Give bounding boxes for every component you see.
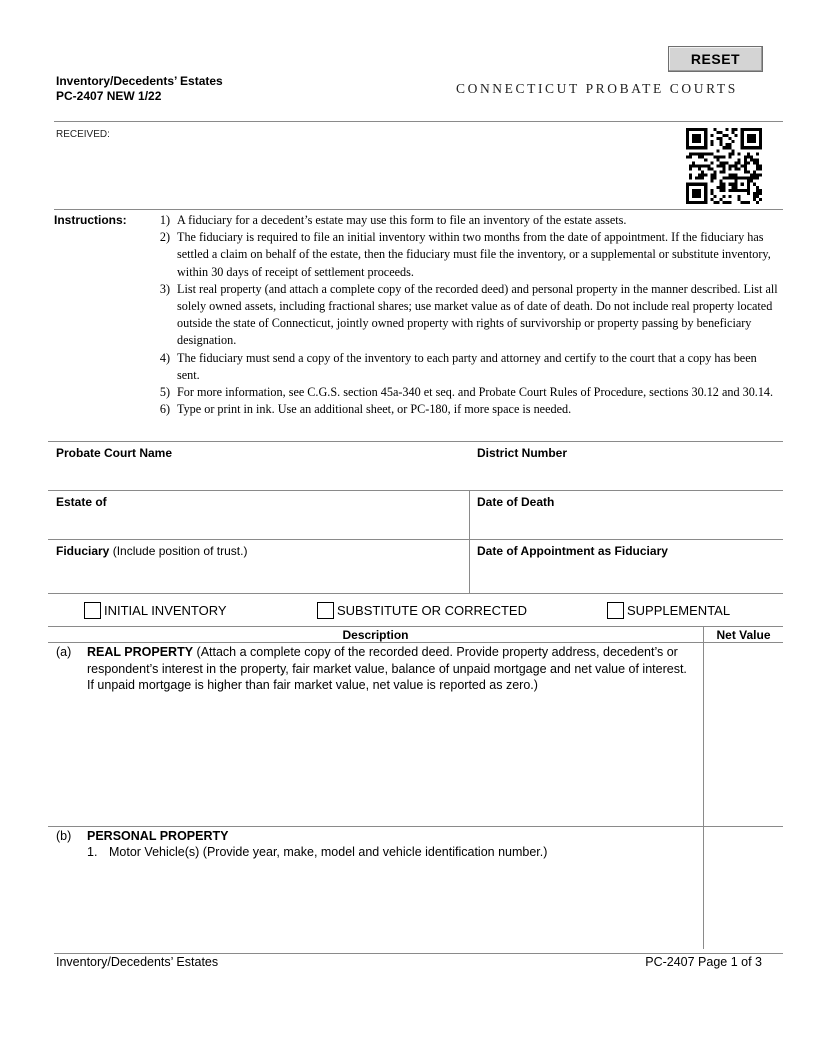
instruction-item [150, 401, 780, 418]
instruction-text: A fiduciary for a decedent’s estate may use this form to file an inventory of the estate assets. [177, 213, 627, 227]
form-name: Inventory/Decedents’ Estates [56, 74, 223, 88]
instruction-number: 3) [159, 281, 170, 296]
qr-code-icon [686, 128, 762, 204]
estate-of-field[interactable] [48, 511, 469, 538]
instruction-number: 2) [159, 230, 170, 245]
initial-inventory-option[interactable] [84, 601, 227, 619]
instruction-item [150, 281, 780, 350]
probate-court-name-field[interactable] [48, 462, 469, 489]
instructions-label: Instructions: [54, 213, 127, 227]
footer-page-number: PC-2407 Page 1 of 3 [645, 955, 762, 969]
section-b-letter: (b) [56, 829, 72, 843]
motor-vehicle-instructions: Motor Vehicle(s) (Provide year, make, model and vehicle identification number.) [109, 845, 548, 859]
instruction-item [150, 350, 780, 384]
received-label: RECEIVED: [56, 129, 110, 140]
table-header-border [48, 642, 783, 643]
instruction-item [150, 384, 780, 401]
real-property-instructions: (Attach a complete copy of the recorded deed. Provide property address, decedent’s or respondent’s interest in the property, fair market value, balance of unpaid mortgage and net value of interest. If unpaid mortgage is higher than fair market value, net value is reported as zero.) [87, 645, 687, 692]
fiduciary-label [56, 544, 247, 558]
section-a-content [87, 644, 697, 694]
court-title: CONNECTICUT PROBATE COURTS [456, 81, 738, 96]
real-property-title: REAL PROPERTY [87, 645, 194, 659]
row-divider [48, 539, 783, 540]
reset-button[interactable]: RESET [668, 46, 763, 72]
table-top-border [48, 626, 783, 627]
instruction-text: For more information, see C.G.S. section 45a-340 et seq. and Probate Court Rules of Procedure, sections 30.12 and 30.14. [177, 385, 774, 400]
motor-vehicle-description-field[interactable] [48, 862, 703, 948]
fields-bottom-border [48, 593, 783, 594]
date-of-appointment-field[interactable] [470, 560, 783, 592]
fiduciary-field[interactable] [48, 560, 469, 592]
motor-vehicle-number: 1. [87, 845, 98, 859]
section-a-letter: (a) [56, 645, 72, 659]
personal-property-title: PERSONAL PROPERTY [87, 829, 229, 843]
district-number-field[interactable] [470, 462, 783, 489]
substitute-checkbox[interactable] [317, 602, 334, 619]
instruction-text: List real property (and attach a complete copy of the recorded deed) and personal property in the manner described. List all solely owned assets, including fractional shares; use market value as of date of death. Do not include real property located outside the state of Connecticut, jointly owned property with rights of survivorship or property passing by beneficiary designation. [177, 281, 778, 348]
instruction-text: The fiduciary is required to file an initial inventory within two months from the date of appointment. If the fiduciary has settled a claim on behalf of the estate, then the fiduciary must file the inventory, or a supplemental or substitute inventory, within 30 days of receipt of settlement proceeds. [177, 230, 771, 279]
supplemental-checkbox[interactable] [607, 602, 624, 619]
fiduciary-label-text: Fiduciary [56, 544, 110, 558]
instruction-item [150, 229, 780, 281]
instructions-list [150, 212, 780, 418]
description-header: Description [342, 628, 409, 642]
instruction-number: 4) [159, 350, 170, 365]
instruction-number: 5) [159, 385, 170, 400]
instruction-item [150, 212, 780, 229]
real-property-description-field[interactable] [48, 692, 703, 824]
row-divider [48, 490, 783, 491]
motor-vehicle-value-field[interactable] [704, 827, 783, 948]
substitute-option[interactable] [317, 601, 527, 619]
net-value-header: Net Value [716, 628, 771, 642]
initial-inventory-label: INITIAL INVENTORY [104, 602, 227, 618]
initial-inventory-checkbox[interactable] [84, 602, 101, 619]
footer-divider [54, 953, 783, 954]
column-divider [469, 490, 470, 593]
date-of-death-label: Date of Death [477, 495, 555, 509]
instruction-number: 1) [159, 213, 170, 227]
instruction-text: Type or print in ink. Use an additional sheet, or PC-180, if more space is needed. [177, 402, 572, 417]
substitute-label: SUBSTITUTE OR CORRECTED [337, 602, 527, 618]
header-divider [54, 121, 783, 122]
probate-court-name-label: Probate Court Name [56, 446, 173, 460]
instruction-number: 6) [159, 402, 170, 417]
form-number: PC-2407 NEW 1/22 [56, 89, 162, 103]
instruction-text: The fiduciary must send a copy of the inventory to each party and attorney and certify to the court that a copy has been sent. [177, 350, 757, 382]
real-property-value-field[interactable] [704, 643, 783, 825]
supplemental-label: SUPPLEMENTAL [627, 602, 731, 618]
district-number-label: District Number [477, 446, 568, 460]
date-of-death-field[interactable] [470, 511, 783, 538]
estate-of-label: Estate of [56, 495, 107, 509]
date-of-appointment-label: Date of Appointment as Fiduciary [477, 544, 668, 558]
section-divider [48, 826, 783, 827]
supplemental-option[interactable] [607, 601, 730, 619]
received-divider [54, 209, 783, 210]
footer-form-name: Inventory/Decedents’ Estates [56, 955, 219, 969]
fields-top-border [48, 441, 783, 442]
fiduciary-hint: (Include position of trust.) [112, 544, 248, 558]
